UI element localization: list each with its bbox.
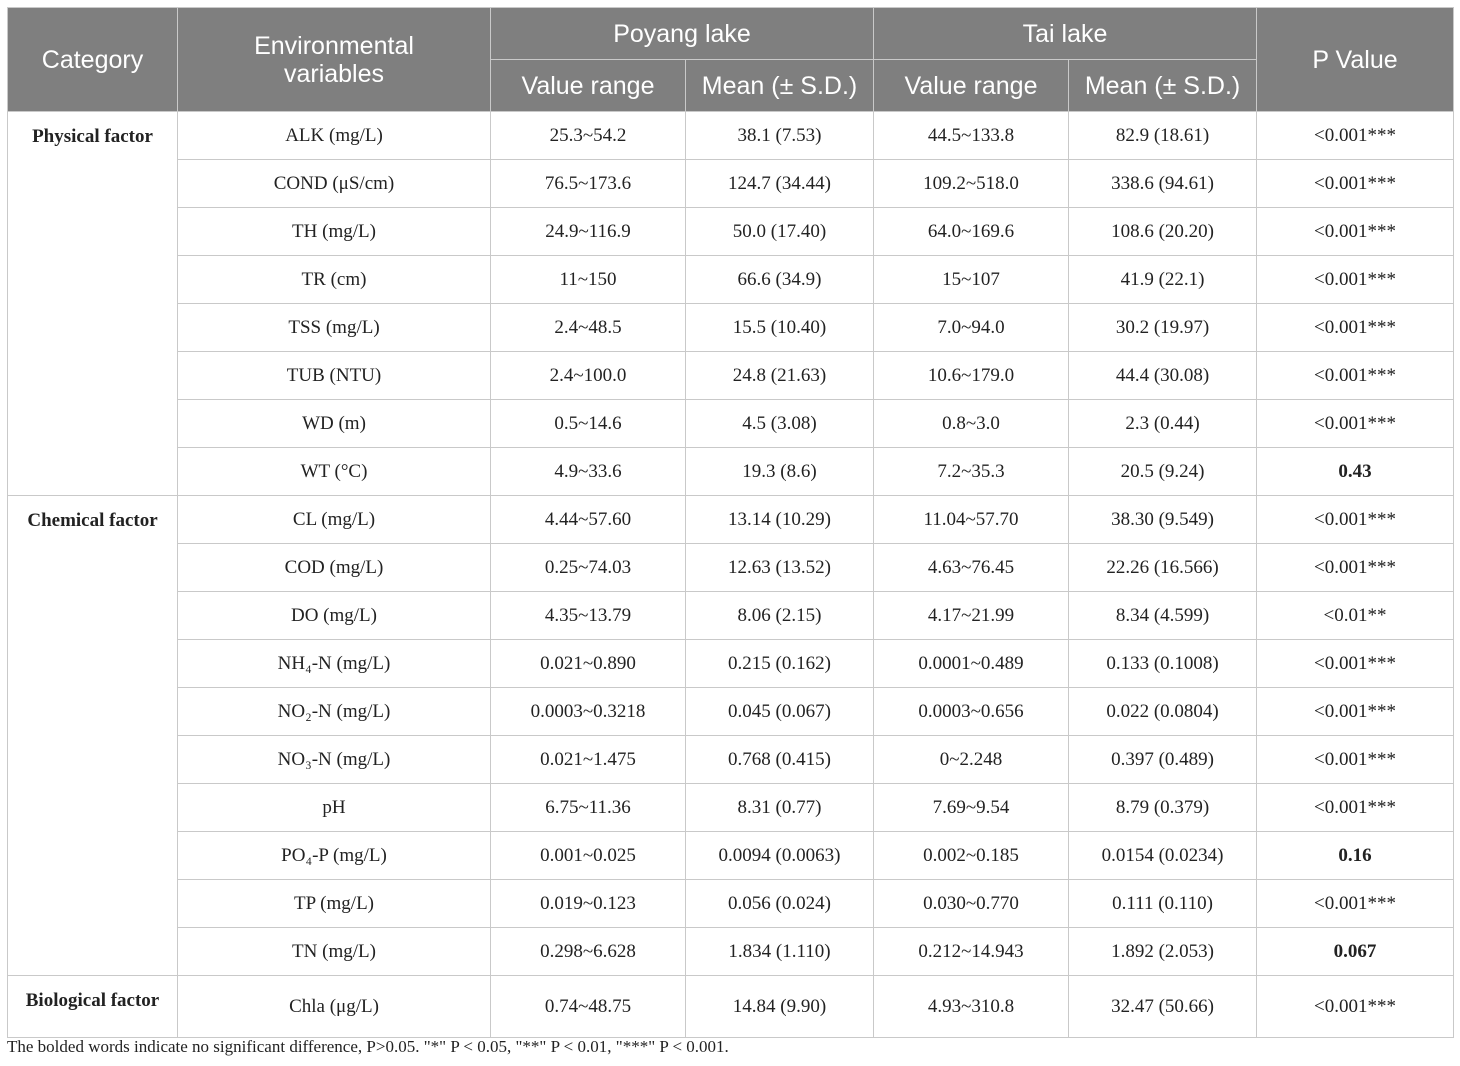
tai-mean-cell: 22.26 (16.566) — [1069, 544, 1257, 592]
poyang-range-cell: 4.35~13.79 — [491, 592, 686, 640]
poyang-mean-cell: 19.3 (8.6) — [686, 448, 874, 496]
poyang-mean-cell: 0.768 (0.415) — [686, 736, 874, 784]
table-row — [8, 304, 1454, 352]
header-tai-mean-sd: Mean (± S.D.) — [1069, 60, 1257, 112]
tai-range-cell: 0.030~0.770 — [874, 880, 1069, 928]
table-row — [8, 208, 1454, 256]
table-row — [8, 688, 1454, 736]
tai-range-cell: 109.2~518.0 — [874, 160, 1069, 208]
poyang-mean-cell: 50.0 (17.40) — [686, 208, 874, 256]
poyang-range-cell: 0.74~48.75 — [491, 976, 686, 1038]
header-poyang-mean-sd: Mean (± S.D.) — [686, 60, 874, 112]
table-row — [8, 160, 1454, 208]
tai-range-cell: 10.6~179.0 — [874, 352, 1069, 400]
p-value-cell: <0.001*** — [1257, 880, 1454, 928]
poyang-range-cell: 6.75~11.36 — [491, 784, 686, 832]
table-header — [8, 8, 1454, 112]
tai-mean-cell: 0.133 (0.1008) — [1069, 640, 1257, 688]
variable-cell: TR (cm) — [178, 256, 491, 304]
tai-mean-cell: 2.3 (0.44) — [1069, 400, 1257, 448]
variable-cell: COD (mg/L) — [178, 544, 491, 592]
tai-range-cell: 7.0~94.0 — [874, 304, 1069, 352]
poyang-mean-cell: 66.6 (34.9) — [686, 256, 874, 304]
p-value-cell: <0.001*** — [1257, 400, 1454, 448]
p-value-cell: <0.001*** — [1257, 736, 1454, 784]
header-env-line1: Environmental — [254, 31, 414, 60]
tai-range-cell: 4.63~76.45 — [874, 544, 1069, 592]
p-value-cell: <0.001*** — [1257, 304, 1454, 352]
poyang-range-cell: 0.021~0.890 — [491, 640, 686, 688]
poyang-mean-cell: 0.215 (0.162) — [686, 640, 874, 688]
poyang-mean-cell: 0.045 (0.067) — [686, 688, 874, 736]
poyang-range-cell: 4.44~57.60 — [491, 496, 686, 544]
table-row — [8, 592, 1454, 640]
variable-cell: CL (mg/L) — [178, 496, 491, 544]
poyang-range-cell: 0.001~0.025 — [491, 832, 686, 880]
variable-cell: DO (mg/L) — [178, 592, 491, 640]
poyang-mean-cell: 0.0094 (0.0063) — [686, 832, 874, 880]
poyang-mean-cell: 4.5 (3.08) — [686, 400, 874, 448]
poyang-range-cell: 25.3~54.2 — [491, 112, 686, 160]
variable-cell: pH — [178, 784, 491, 832]
tai-mean-cell: 32.47 (50.66) — [1069, 976, 1257, 1038]
p-value-cell: <0.001*** — [1257, 640, 1454, 688]
tai-mean-cell: 0.0154 (0.0234) — [1069, 832, 1257, 880]
tai-range-cell: 7.69~9.54 — [874, 784, 1069, 832]
table-row — [8, 112, 1454, 160]
header-poyang-lake: Poyang lake — [491, 8, 874, 60]
category-cell: Biological factor — [8, 976, 178, 1038]
poyang-range-cell: 0.021~1.475 — [491, 736, 686, 784]
tai-mean-cell: 20.5 (9.24) — [1069, 448, 1257, 496]
table-row — [8, 784, 1454, 832]
variable-cell: ALK (mg/L) — [178, 112, 491, 160]
tai-mean-cell: 0.111 (0.110) — [1069, 880, 1257, 928]
variable-cell: NO₂-N (mg/L) — [178, 688, 491, 736]
variable-cell: Chla (μg/L) — [178, 976, 491, 1038]
variable-cell: WT (°C) — [178, 448, 491, 496]
poyang-range-cell: 4.9~33.6 — [491, 448, 686, 496]
tai-mean-cell: 0.022 (0.0804) — [1069, 688, 1257, 736]
poyang-mean-cell: 15.5 (10.40) — [686, 304, 874, 352]
tai-mean-cell: 108.6 (20.20) — [1069, 208, 1257, 256]
tai-mean-cell: 338.6 (94.61) — [1069, 160, 1257, 208]
variable-cell: COND (μS/cm) — [178, 160, 491, 208]
tai-mean-cell: 44.4 (30.08) — [1069, 352, 1257, 400]
variable-cell: TSS (mg/L) — [178, 304, 491, 352]
p-value-cell: <0.001*** — [1257, 352, 1454, 400]
poyang-range-cell: 0.019~0.123 — [491, 880, 686, 928]
tai-mean-cell: 8.34 (4.599) — [1069, 592, 1257, 640]
tai-mean-cell: 38.30 (9.549) — [1069, 496, 1257, 544]
poyang-mean-cell: 0.056 (0.024) — [686, 880, 874, 928]
tai-range-cell: 7.2~35.3 — [874, 448, 1069, 496]
table-body — [8, 112, 1454, 1038]
table-row — [8, 880, 1454, 928]
header-poyang-value-range: Value range — [491, 60, 686, 112]
table-row — [8, 928, 1454, 976]
p-value-cell: <0.001*** — [1257, 976, 1454, 1038]
tai-range-cell: 0~2.248 — [874, 736, 1069, 784]
p-value-cell: 0.43 — [1257, 448, 1454, 496]
tai-range-cell: 0.0003~0.656 — [874, 688, 1069, 736]
p-value-cell: <0.001*** — [1257, 784, 1454, 832]
header-environmental-variables — [178, 8, 491, 112]
p-value-cell: 0.067 — [1257, 928, 1454, 976]
p-value-cell: <0.001*** — [1257, 256, 1454, 304]
variable-cell: PO₄-P (mg/L) — [178, 832, 491, 880]
poyang-mean-cell: 1.834 (1.110) — [686, 928, 874, 976]
poyang-range-cell: 11~150 — [491, 256, 686, 304]
poyang-range-cell: 2.4~100.0 — [491, 352, 686, 400]
poyang-range-cell: 2.4~48.5 — [491, 304, 686, 352]
tai-mean-cell: 30.2 (19.97) — [1069, 304, 1257, 352]
poyang-range-cell: 0.298~6.628 — [491, 928, 686, 976]
header-env-line2: variables — [283, 59, 385, 88]
tai-range-cell: 11.04~57.70 — [874, 496, 1069, 544]
tai-range-cell: 0.0001~0.489 — [874, 640, 1069, 688]
category-cell: Chemical factor — [8, 496, 178, 976]
p-value-cell: <0.001*** — [1257, 112, 1454, 160]
header-p-value: P Value — [1257, 8, 1454, 112]
tai-range-cell: 4.17~21.99 — [874, 592, 1069, 640]
tai-range-cell: 0.212~14.943 — [874, 928, 1069, 976]
p-value-cell: <0.001*** — [1257, 496, 1454, 544]
variable-cell: TH (mg/L) — [178, 208, 491, 256]
tai-range-cell: 0.8~3.0 — [874, 400, 1069, 448]
poyang-range-cell: 0.0003~0.3218 — [491, 688, 686, 736]
variable-cell: NH₄-N (mg/L) — [178, 640, 491, 688]
variable-cell: NO₃-N (mg/L) — [178, 736, 491, 784]
p-value-cell: <0.001*** — [1257, 544, 1454, 592]
table-row — [8, 352, 1454, 400]
variable-cell: WD (m) — [178, 400, 491, 448]
poyang-range-cell: 0.5~14.6 — [491, 400, 686, 448]
tai-range-cell: 4.93~310.8 — [874, 976, 1069, 1038]
tai-mean-cell: 0.397 (0.489) — [1069, 736, 1257, 784]
table-row — [8, 448, 1454, 496]
category-cell: Physical factor — [8, 112, 178, 496]
p-value-cell: <0.01** — [1257, 592, 1454, 640]
table-row — [8, 736, 1454, 784]
poyang-mean-cell: 13.14 (10.29) — [686, 496, 874, 544]
poyang-range-cell: 24.9~116.9 — [491, 208, 686, 256]
p-value-cell: <0.001*** — [1257, 160, 1454, 208]
tai-mean-cell: 82.9 (18.61) — [1069, 112, 1257, 160]
p-value-cell: <0.001*** — [1257, 208, 1454, 256]
tai-range-cell: 15~107 — [874, 256, 1069, 304]
poyang-range-cell: 76.5~173.6 — [491, 160, 686, 208]
variable-cell: TN (mg/L) — [178, 928, 491, 976]
variable-cell: TP (mg/L) — [178, 880, 491, 928]
table-row — [8, 640, 1454, 688]
table-footnote: The bolded words indicate no significant difference, P>0.05. "*" P < 0.05, "**" P < 0.01, "***" P < 0.001. — [7, 1037, 729, 1056]
tai-mean-cell: 8.79 (0.379) — [1069, 784, 1257, 832]
p-value-cell: <0.001*** — [1257, 688, 1454, 736]
poyang-mean-cell: 8.06 (2.15) — [686, 592, 874, 640]
table-container — [7, 7, 1453, 1038]
header-category: Category — [8, 8, 178, 112]
poyang-mean-cell: 124.7 (34.44) — [686, 160, 874, 208]
tai-mean-cell: 41.9 (22.1) — [1069, 256, 1257, 304]
table-row — [8, 256, 1454, 304]
poyang-range-cell: 0.25~74.03 — [491, 544, 686, 592]
poyang-mean-cell: 38.1 (7.53) — [686, 112, 874, 160]
p-value-cell: 0.16 — [1257, 832, 1454, 880]
table-row — [8, 976, 1454, 1038]
variable-cell: TUB (NTU) — [178, 352, 491, 400]
header-tai-lake: Tai lake — [874, 8, 1257, 60]
poyang-mean-cell: 14.84 (9.90) — [686, 976, 874, 1038]
tai-range-cell: 64.0~169.6 — [874, 208, 1069, 256]
table-row — [8, 400, 1454, 448]
poyang-mean-cell: 8.31 (0.77) — [686, 784, 874, 832]
table-row — [8, 832, 1454, 880]
poyang-mean-cell: 24.8 (21.63) — [686, 352, 874, 400]
header-tai-value-range: Value range — [874, 60, 1069, 112]
tai-mean-cell: 1.892 (2.053) — [1069, 928, 1257, 976]
tai-range-cell: 0.002~0.185 — [874, 832, 1069, 880]
tai-range-cell: 44.5~133.8 — [874, 112, 1069, 160]
table-row — [8, 496, 1454, 544]
poyang-mean-cell: 12.63 (13.52) — [686, 544, 874, 592]
table-row — [8, 544, 1454, 592]
environmental-variables-table — [7, 7, 1454, 1038]
